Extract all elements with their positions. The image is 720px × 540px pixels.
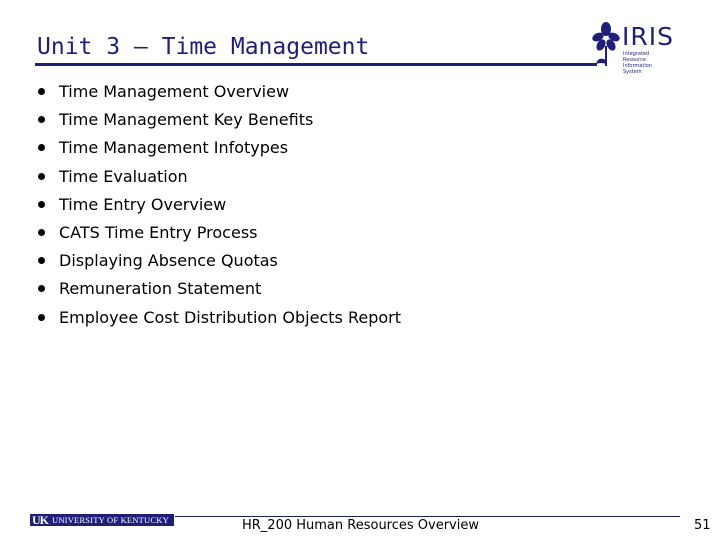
- bullet-icon: [38, 88, 45, 95]
- uk-mark: UK: [32, 512, 48, 527]
- bullet-icon: [38, 314, 45, 321]
- list-item-label: Time Evaluation: [59, 166, 188, 186]
- slide-title: Unit 3 – Time Management: [37, 34, 370, 60]
- list-item-label: Time Management Key Benefits: [59, 110, 314, 130]
- list-item-label: Time Management Overview: [59, 82, 290, 101]
- bullet-icon: [38, 257, 45, 264]
- logo-tagline: Integrated Resource Information System: [623, 51, 652, 75]
- list-item-label: Remuneration Statement: [59, 279, 262, 299]
- logo-wordmark: IRIS: [622, 22, 674, 51]
- bullet-icon: [38, 285, 45, 292]
- title-underline: [35, 63, 597, 66]
- bullet-icon: [38, 229, 45, 236]
- iris-flower-icon: [590, 20, 622, 70]
- list-item-label: Employee Cost Distribution Objects Report: [59, 307, 401, 327]
- bullet-icon: [38, 173, 45, 180]
- list-item-label: Time Management Infotypes: [59, 138, 289, 158]
- iris-logo: [590, 20, 674, 75]
- footer-divider: [175, 516, 680, 517]
- bullet-icon: [38, 116, 45, 123]
- bullet-icon: [38, 201, 45, 208]
- university-name: UNIVERSITY OF KENTUCKY: [52, 515, 169, 525]
- course-name: HR_200 Human Resources Overview: [242, 518, 479, 533]
- bullet-icon: [38, 144, 45, 151]
- list-item-label: CATS Time Entry Process: [59, 222, 258, 242]
- page-number: 51: [694, 518, 711, 533]
- list-item-label: Displaying Absence Quotas: [59, 251, 278, 271]
- university-logo: [30, 514, 174, 526]
- list-item-label: Time Entry Overview: [59, 194, 227, 214]
